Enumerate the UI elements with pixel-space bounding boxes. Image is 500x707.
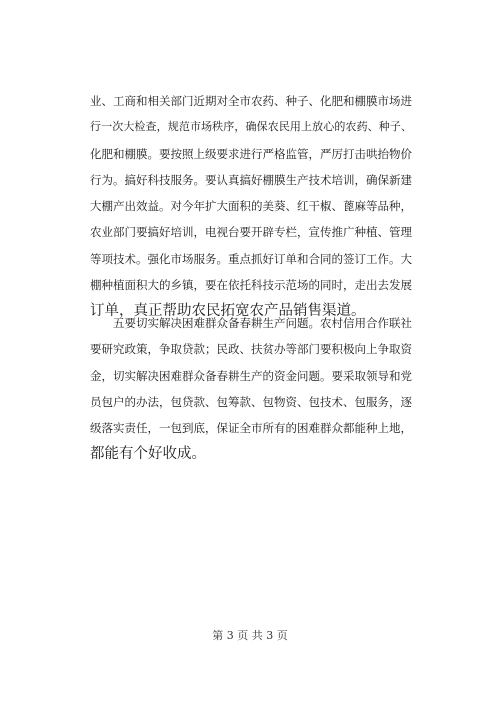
paragraph-2-line: 五要切实解决困难群众备春耕生产问题。农村信用合作联社 (90, 316, 412, 330)
paragraph-2-line: 员包户的办法，包贷款、包筹款、包物资、包技术、包服务，逐 (90, 394, 412, 409)
paragraph-1-line: 大棚产出效益。对今年扩大面积的美葵、红干椒、蓖麻等品种， (90, 199, 412, 214)
paragraph-2-line: 都能有个好收成。 (90, 446, 206, 463)
paragraph-2-line: 要研究政策，争取贷款；民政、扶贫办等部门要积极向上争取资 (90, 342, 412, 357)
paragraph-1-line: 棚种植面积大的乡镇，要在依托科技示范场的同时，走出去发展 (90, 278, 412, 293)
paragraph-1-line: 等项技术。强化市场服务。重点抓好订单和合同的签订工作。大 (90, 251, 412, 266)
paragraph-2-line: 金，切实解决困难群众备春耕生产的资金问题。要采取领导和党 (90, 368, 412, 383)
paragraph-1-line: 化肥和棚膜。要按照上级要求进行严格监管，严厉打击哄抬物价 (90, 146, 412, 161)
paragraph-1-line: 订单，真正帮助农民拓宽农产品销售渠道。 (90, 303, 366, 320)
paragraph-2-line: 级落实责任，一包到底，保证全市所有的困难群众都能种上地， (90, 421, 412, 436)
paragraph-1 (90, 91, 412, 328)
paragraph-1-line: 行为。搞好科技服务。要认真搞好棚膜生产技术培训，确保新建 (90, 172, 412, 187)
paragraph-2 (90, 313, 412, 471)
paragraph-1-line: 行一次大检查，规范市场秩序，确保农民用上放心的农药、种子、 (90, 120, 412, 134)
paragraph-1-line: 业、工商和相关部门近期对全市农药、种子、化肥和棚膜市场进 (90, 94, 412, 108)
page-footer: 第 3 页 共 3 页 (212, 629, 288, 642)
paragraph-1-line: 农业部门要搞好培训，电视台要开辟专栏，宣传推广种植、管理 (90, 225, 412, 240)
